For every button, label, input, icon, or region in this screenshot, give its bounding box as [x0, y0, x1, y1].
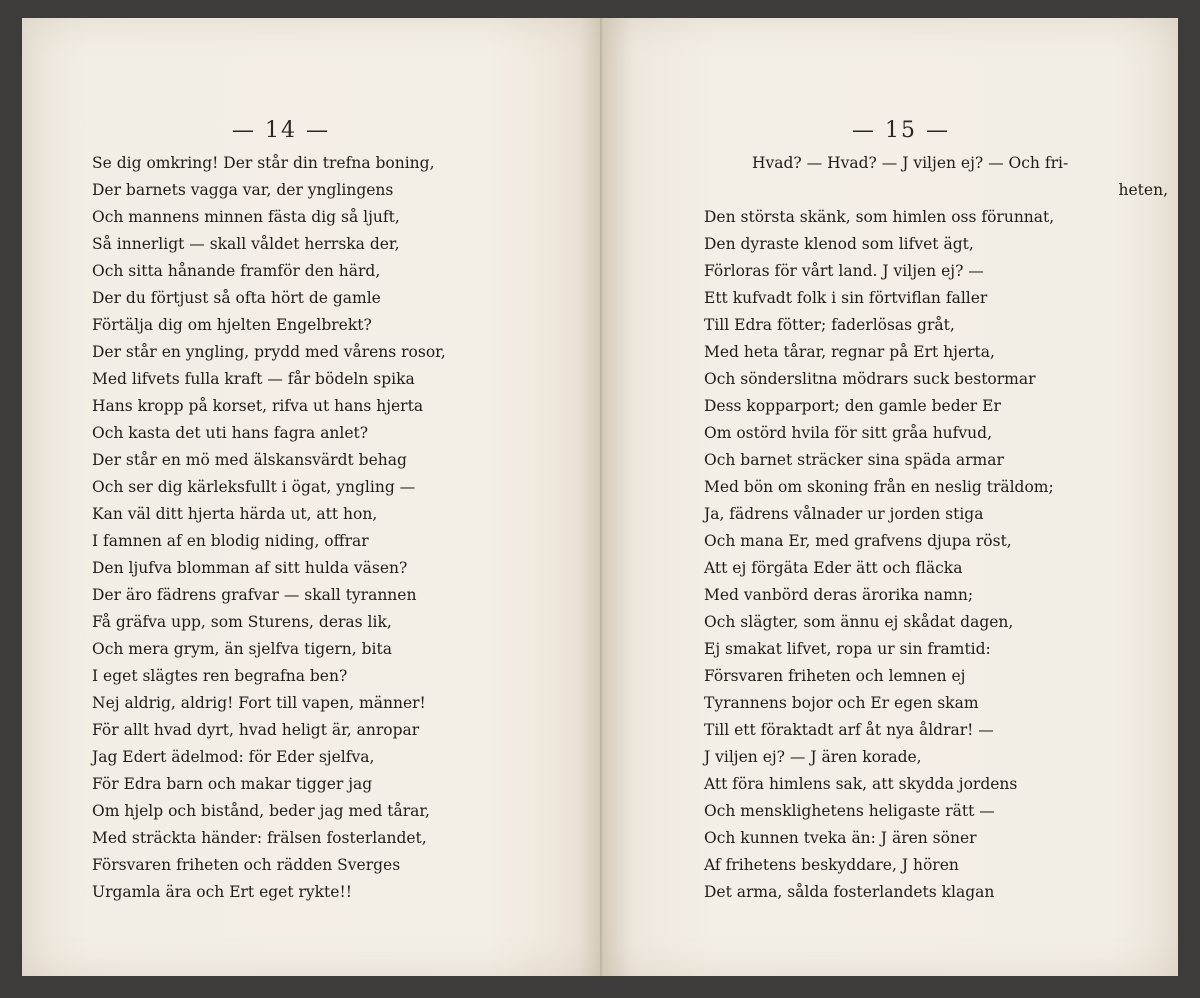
- text-line: Så innerligt — skall våldet herrska der,: [92, 235, 400, 253]
- text-line: I famnen af en blodig niding, offrar: [92, 532, 369, 550]
- text-line: Der står en mö med älskansvärdt behag: [92, 451, 407, 469]
- left-page: [22, 18, 602, 976]
- text-line: Kan väl ditt hjerta härda ut, att hon,: [92, 505, 378, 523]
- text-line: J viljen ej? — J ären korade,: [704, 748, 922, 766]
- text-line: Af frihetens beskyddare, J hören: [704, 856, 959, 874]
- text-line: Och kasta det uti hans fagra anlet?: [92, 424, 369, 442]
- text-line: Det arma, sålda fosterlandets klagan: [704, 883, 995, 901]
- poem-text-left: [92, 150, 592, 906]
- text-line: heten,: [1118, 181, 1168, 199]
- text-line: Att föra himlens sak, att skydda jordens: [704, 775, 1018, 793]
- text-line: För allt hvad dyrt, hvad heligt är, anropar: [92, 721, 420, 739]
- text-line: Och ser dig kärleksfullt i ögat, yngling —: [92, 478, 416, 496]
- right-page: [604, 18, 1178, 976]
- text-line: Med bön om skoning från en neslig träldom;: [704, 478, 1054, 496]
- text-line: Den dyraste klenod som lifvet ägt,: [704, 235, 974, 253]
- text-line: Och slägter, som ännu ej skådat dagen,: [704, 613, 1014, 631]
- text-line: Förtälja dig om hjelten Engelbrekt?: [92, 316, 372, 334]
- text-line: Den ljufva blomman af sitt hulda väsen?: [92, 559, 408, 577]
- text-line: Den största skänk, som himlen oss förunnat,: [704, 208, 1055, 226]
- text-line: Och mera grym, än sjelfva tigern, bita: [92, 640, 392, 658]
- text-line: Urgamla ära och Ert eget rykte!!: [92, 883, 352, 901]
- poem-text-right: [704, 150, 1174, 906]
- text-line: I eget slägtes ren begrafna ben?: [92, 667, 348, 685]
- text-line: Att ej förgäta Eder ätt och fläcka: [704, 559, 963, 577]
- text-line: Hvad? — Hvad? — J viljen ej? — Och fri-: [752, 154, 1069, 172]
- text-line: Med sträckta händer: frälsen fosterlandet,: [92, 829, 427, 847]
- text-line: Och mensklighetens heligaste rätt —: [704, 802, 995, 820]
- text-line: Till ett föraktadt arf åt nya åldrar! —: [704, 721, 994, 739]
- text-line: Och sitta hånande framför den härd,: [92, 262, 381, 280]
- text-line: Ett kufvadt folk i sin förtviflan faller: [704, 289, 988, 307]
- text-line: Och kunnen tveka än: J ären söner: [704, 829, 977, 847]
- text-line: Om ostörd hvila för sitt gråa hufvud,: [704, 424, 992, 442]
- text-line: Till Edra fötter; faderlösas gråt,: [704, 316, 955, 334]
- text-line: Ja, fädrens vålnader ur jorden stiga: [704, 505, 984, 523]
- text-line: Der äro fädrens grafvar — skall tyrannen: [92, 586, 417, 604]
- text-line: Och barnet sträcker sina späda armar: [704, 451, 1004, 469]
- text-line: Med vanbörd deras ärorika namn;: [704, 586, 974, 604]
- text-line: Hans kropp på korset, rifva ut hans hjerta: [92, 397, 424, 415]
- text-line: Der står en yngling, prydd med vårens rosor,: [92, 343, 446, 361]
- text-line: Och sönderslitna mödrars suck bestormar: [704, 370, 1036, 388]
- text-line: Ej smakat lifvet, ropa ur sin framtid:: [704, 640, 991, 658]
- text-line: Och mannens minnen fästa dig så ljuft,: [92, 208, 400, 226]
- text-line: Och mana Er, med grafvens djupa röst,: [704, 532, 1012, 550]
- text-line: Få gräfva upp, som Sturens, deras lik,: [92, 613, 392, 631]
- page-number-left: — 14 —: [232, 118, 330, 143]
- text-line: Jag Edert ädelmod: för Eder sjelfva,: [92, 748, 375, 766]
- text-line: Tyrannens bojor och Er egen skam: [704, 694, 979, 712]
- text-line: Nej aldrig, aldrig! Fort till vapen, männer!: [92, 694, 426, 712]
- text-line: Försvaren friheten och rädden Sverges: [92, 856, 401, 874]
- text-line: Med lifvets fulla kraft — får bödeln spika: [92, 370, 415, 388]
- text-line: Der du förtjust så ofta hört de gamle: [92, 289, 381, 307]
- text-line: För Edra barn och makar tigger jag: [92, 775, 373, 793]
- text-line: Med heta tårar, regnar på Ert hjerta,: [704, 343, 995, 361]
- text-line: Se dig omkring! Der står din trefna boning,: [92, 154, 435, 172]
- text-line: Dess kopparport; den gamle beder Er: [704, 397, 1001, 415]
- text-line: Der barnets vagga var, der ynglingens: [92, 181, 394, 199]
- page-number-right: — 15 —: [852, 118, 950, 143]
- text-line: Förloras för vårt land. J viljen ej? —: [704, 262, 984, 280]
- text-line: Försvaren friheten och lemnen ej: [704, 667, 966, 685]
- text-line: Om hjelp och bistånd, beder jag med tårar,: [92, 802, 430, 820]
